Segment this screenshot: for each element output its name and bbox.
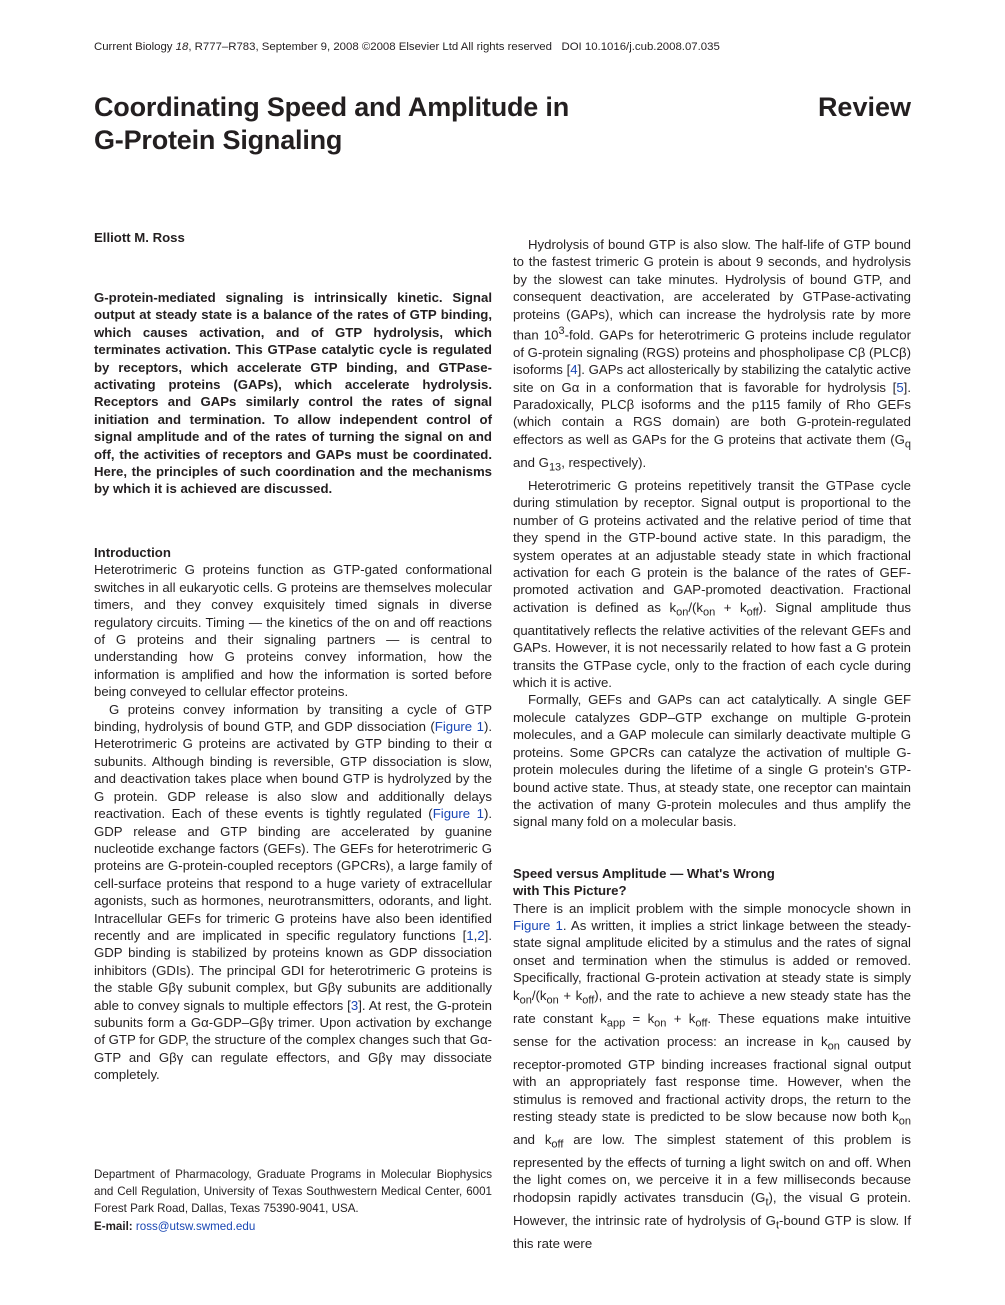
body-paragraph-cycle: Heterotrimeric G proteins repetitively transit the GTPase cycle during stimulation by receptor. Signal output is proportional to the number of G proteins activated and the relative period of time that they spend in the GTP-bound active state. In this paradigm, the system operates at an adjustable steady state in which fractional activation for each G protein is the balance of the rates of GEF-promoted activation and GAP-promoted deactivation. Fractional activation is defined as $k_{on}/(k_{on} + k_{off})$. Signal amplitude thus quantitatively reflects the relative activities of the relevant GEFs and GAPs. However, it is not necessarily related to how fast a G protein transits the GTPase cycle, only to the fraction of each cycle during which it is active. [513,477,912,691]
email-link[interactable]: ross@utsw.swmed.edu [135,1219,256,1233]
article-title [94,91,569,157]
section-heading-speed-amplitude: Speed versus Amplitude — What's Wrong with This Picture? [513,865,775,899]
article-type: Review [817,92,911,122]
introduction-section [94,544,492,1084]
figure-1-link[interactable]: Figure 1 [432,806,484,822]
body-paragraph-hydrolysis: Hydrolysis of bound GTP is also slow. The half-life of GTP bound to the fastest trimeric G protein is about 9 seconds, and hydrolysis by the slowest can take minutes. Hydrolysis of bound GTP, and consequent deactivation, are accelerated by GTPase-activating proteins (GAPs), which can increase the hydrolysis rate by more than $10^3$-fold. GAPs for heterotrimeric G proteins include regulator of G-protein signaling (RGS) proteins and phospholipase Cβ (PLCβ) isoforms [4]. GAPs act allosterically by stabilizing the catalytic active site on Gα in a conformation that is favorable for hydrolysis [5]. Paradoxically, PLCβ isoforms and the p115 family of Rho GEFs (which contain a RGS domain) are both G-protein-regulated effectors as well as GAPs for the G proteins that activate them ($G_q$ and $G_{13}$, respectively). [513,237,911,474]
abstract-text: G-protein-mediated signaling is intrinsically kinetic. Signal output at steady state is a balance of the rates of GTP binding, which causes activation, and of GTP hydrolysis, which terminates activation. This GTPase catalytic cycle is regulated by receptors, which accelerate GTP binding, and GTPase-activating proteins (GAPs), which accelerate hydrolysis. Receptors and GAPs similarly control the rates of signal initiation and termination. To allow independent control of signal amplitude and of the rates of turning the signal on and off, the activities of receptors and GAPs must be coordinated. Here, the principles of such coordination and the mechanisms by which it is achieved are discussed. [94,290,492,497]
introduction-heading: Introduction [94,545,171,560]
title-line-1: Coordinating Speed and Amplitude in [94,92,569,122]
email-line [94,1218,492,1235]
affiliation [94,1166,492,1235]
citation-details: , R777–R783, September 9, 2008 ©2008 Elsevier Ltd All rights reserved [188,41,552,53]
email-label: E-mail: [94,1219,133,1233]
body-paragraph-problem: There is an implicit problem with the simple monocycle shown in Figure 1. As written, it implies a strict linkage between the steady-state signal amplitude elicited by a stimulus and the rates of signal onset and termination when the stimulus is added or removed. Specifically, fractional G-protein activation at steady state is simply $k_{on}/(k_{on} + k_{off})$, and the rate to achieve a new steady state has the rate constant $k_{app} = k_{on} + k_{off}$. These equations make intuitive sense for the activation process: an increase in $k_{on}$ caused by receptor-promoted GTP binding increases fractional signal output with an appropriately fast response time. However, when the stimulus is removed and fractional activity drops, the return to the resting steady state is predicted to be slow because now both $k_{on}$ and $k_{off}$ are low. The simplest statement of this problem is represented by the effects of turning a light switch on and off. When the light comes on, we perceive it in a few milliseconds because rhodopsin rapidly activates transducin $(G_t)$, the visual G protein. However, the intrinsic rate of hydrolysis of $G_t$-bound GTP is slow. If this rate were [513,900,912,1251]
doi: DOI 10.1016/j.cub.2008.07.035 [561,41,720,53]
reference-4-link[interactable]: 4 [570,362,578,378]
reference-1-link[interactable]: 1 [466,927,474,943]
author-name: Elliott M. Ross [94,230,185,245]
running-header [94,41,720,53]
body-paragraph-catalytic: Formally, GEFs and GAPs can act catalytically. A single GEF molecule catalyzes GDP–GTP exchange on multiple G-protein molecules, and a GAP molecule can similarly deactivate multiple G proteins. Some GPCRs can catalyze the activation of multiple G-protein molecules during the lifetime of a single G protein's GTP-bound active state. Thus, at steady state, one receptor can maintain the activation of many G-protein molecules and thus amplify the signal many fold on a molecular basis. [513,692,911,830]
reference-3-link[interactable]: 3 [350,997,359,1013]
journal-citation: Current Biology [94,41,176,53]
intro-paragraph-2: G proteins convey information by transiting a cycle of GTP binding, hydrolysis of bound GTP, and GDP dissociation (Figure 1). Heterotrimeric G proteins are activated by GTP binding to their α subunits. Although binding is reversible, GTP dissociation is slow, and deactivation takes place when bound GTP is hydrolyzed by the G protein. GDP release is also slow and additionally delays reactivation. Each of these events is tightly regulated (Figure 1). GDP release and GTP binding are accelerated by guanine nucleotide exchange factors (GEFs). The GEFs for heterotrimeric G proteins are G-protein-coupled receptors (GPCRs), a large family of cell-surface proteins that respond to a huge variety of extracellular agonists, such as hormones, neurotransmitters, odorants, and light. Intracellular GEFs for trimeric G proteins have also been identified recently and are implicated in specific regulatory functions [1,2]. GDP binding is stabilized by proteins known as GDP dissociation inhibitors (GDIs). The principal GDI for heterotrimeric G proteins is the stable Gβγ subunit complex, but Gβγ subunits are additionally able to convey signals to multiple effectors [3]. At rest, the G-protein subunits form a Gα-GDP–Gβγ trimer. Upon activation by exchange of GTP for GDP, the structure of the complex changes such that Gα-GTP and Gβγ can regulate effectors, and Gβγ may dissociate completely. [94,701,492,1083]
affiliation-text: Department of Pharmacology, Graduate Programs in Molecular Biophysics and Cell Regulation, University of Texas Southwestern Medical Center, 6001 Forest Park Road, Dallas, Texas 75390-9041, USA. [94,1168,492,1216]
right-column [513,236,911,1252]
intro-paragraph-1: Heterotrimeric G proteins function as GTP-gated conformational switches in all eukaryotic cells. G proteins are themselves molecular timers, and they convey exquisitely timed signals in diverse regulatory circuits. Timing — the kinetics of the on and off reactions of G proteins and their signaling partners — is central to understanding how G proteins convey information, how the information is amplified and how the information is sorted before being conveyed to cellular effector proteins. [94,562,492,700]
abstract [94,289,492,498]
figure-1-link[interactable]: Figure 1 [434,719,484,735]
title-line-2: G-Protein Signaling [94,125,343,155]
reference-2-link[interactable]: 2 [477,927,485,943]
reference-5-link[interactable]: 5 [896,379,904,395]
figure-1-link[interactable]: Figure 1 [513,917,563,933]
volume-number: 18 [175,41,189,53]
